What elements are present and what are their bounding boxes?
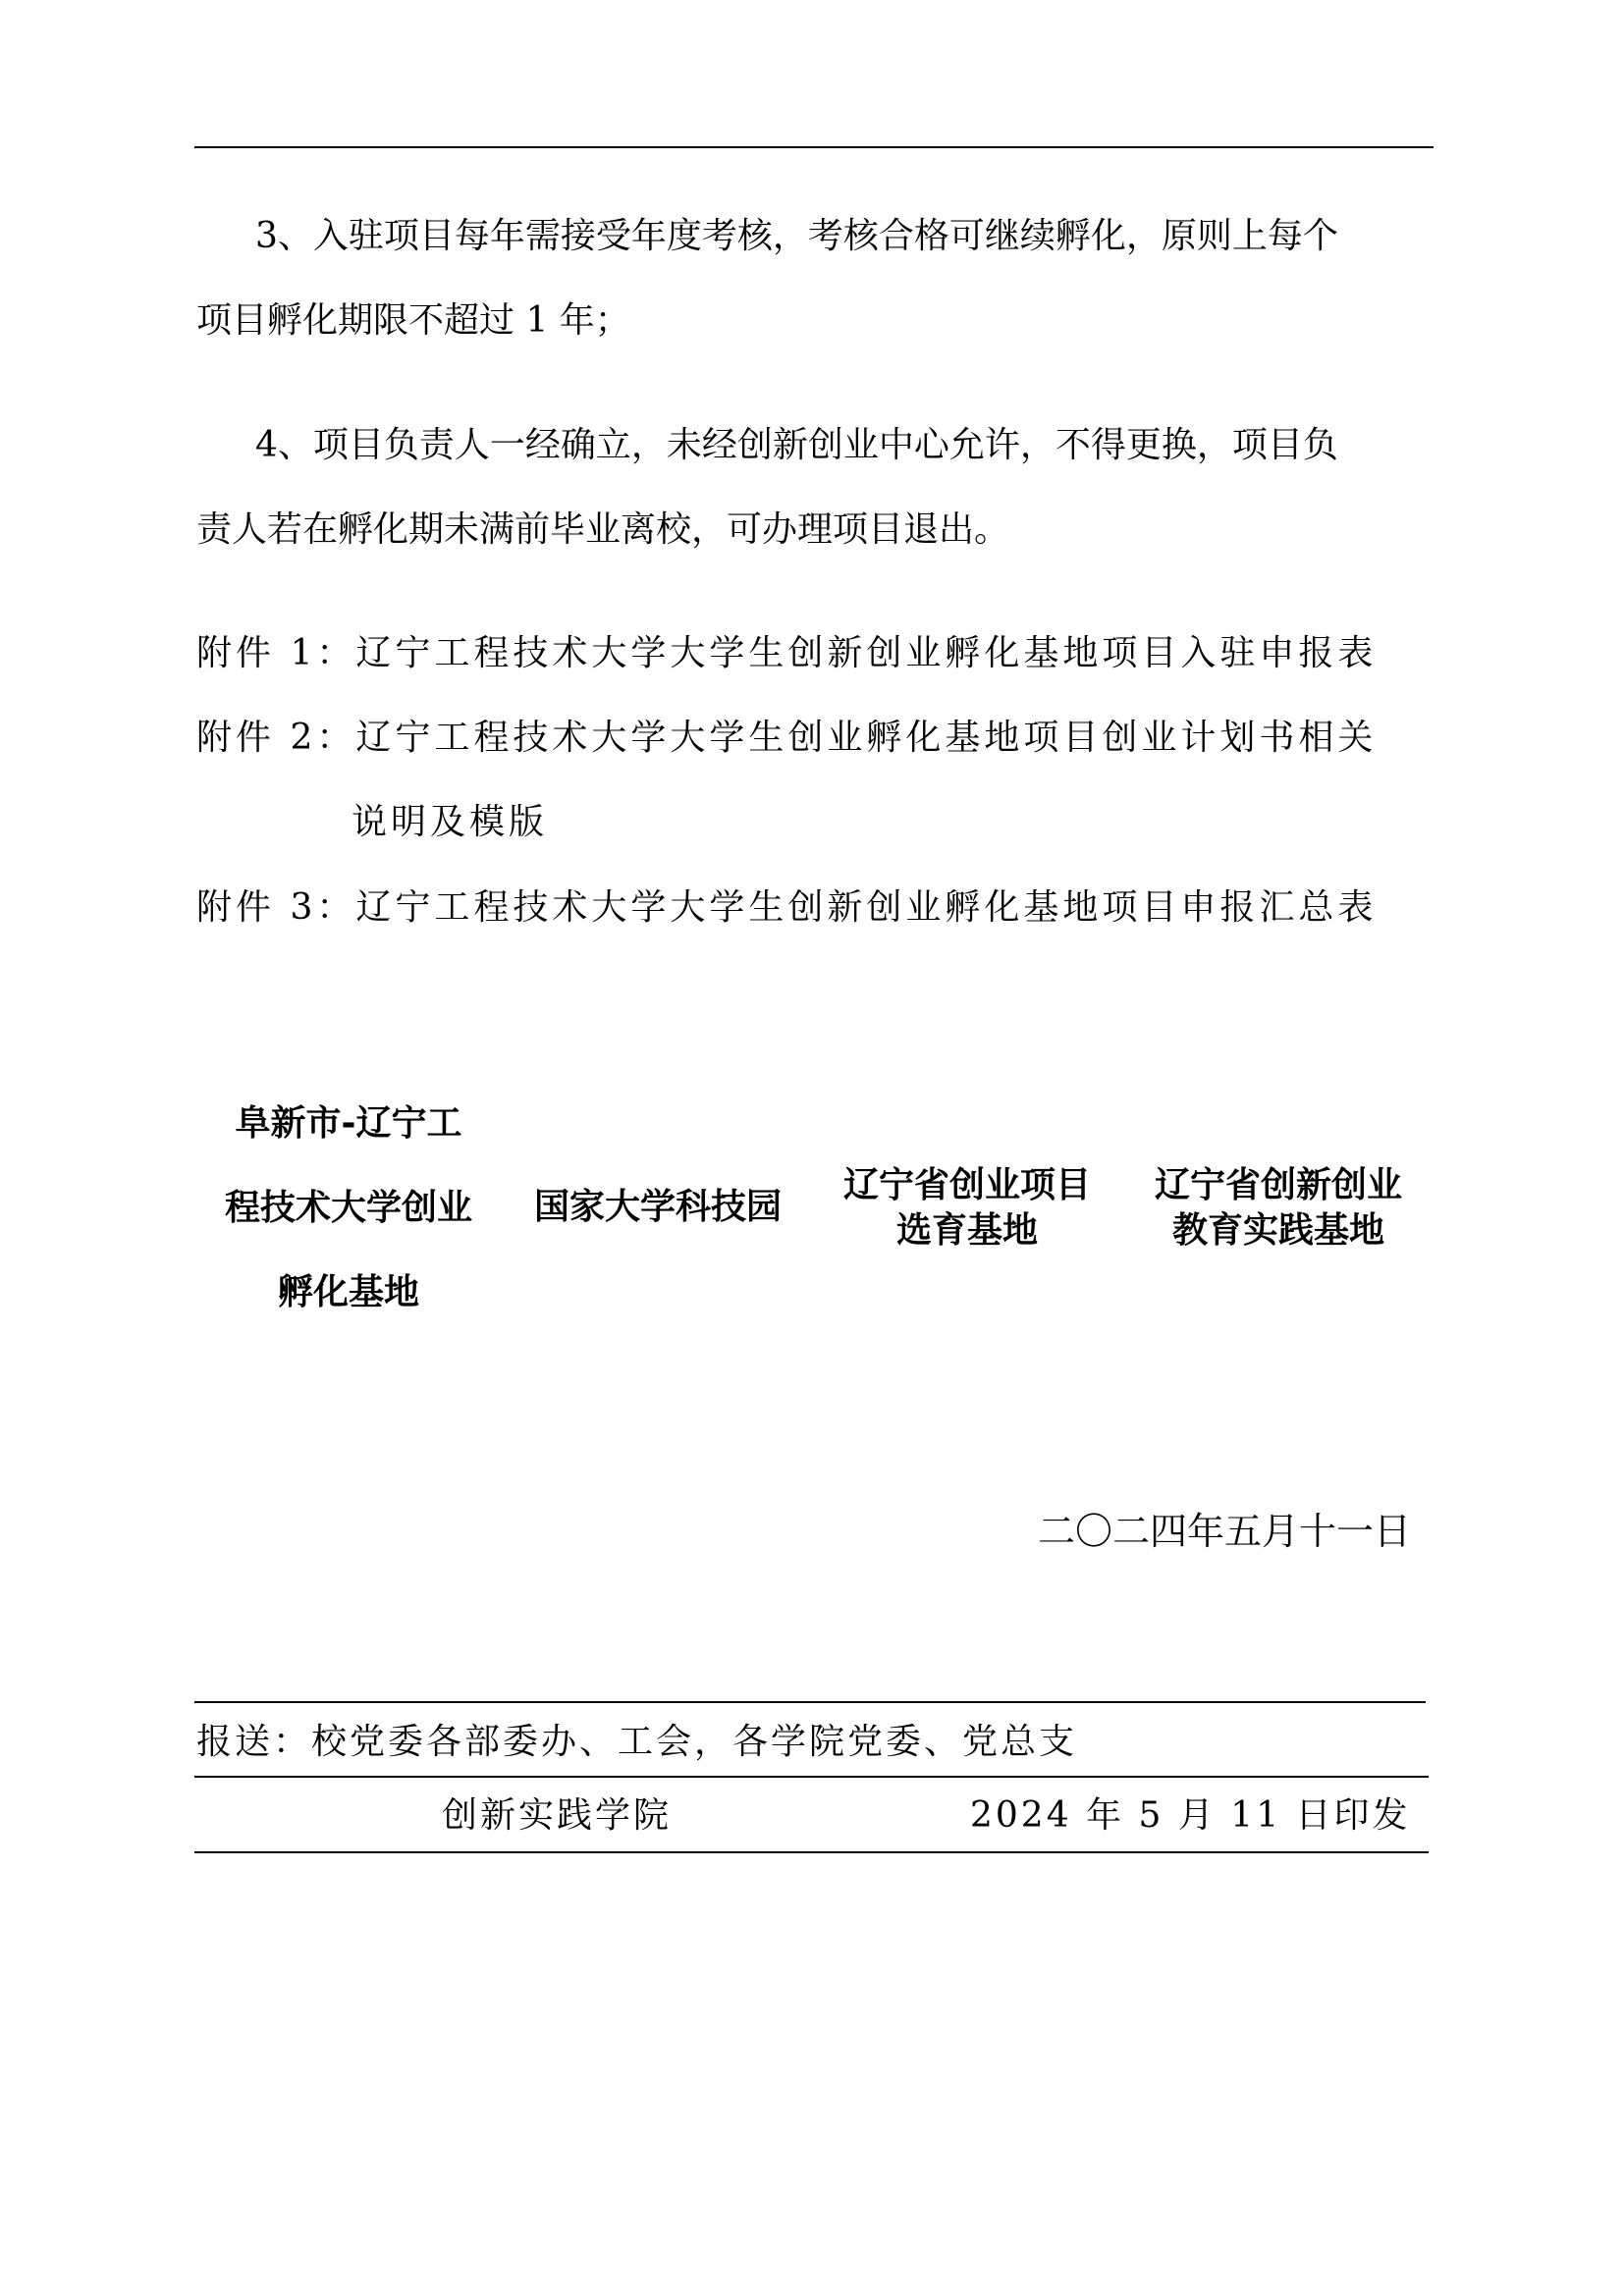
attachment-3 bbox=[196, 866, 1434, 950]
org-fuxin-line2: 程技术大学创业 bbox=[224, 1188, 472, 1228]
paragraph-3-line2: 项目孵化期限不超过 1 年； bbox=[196, 300, 630, 341]
attachment-1-text: 附件 1：辽宁工程技术大学大学生创新创业孵化基地项目入驻申报表 bbox=[196, 633, 1378, 673]
org-fuxin-line1: 阜新市-辽宁工 bbox=[235, 1103, 462, 1144]
paragraph-4-line2: 责人若在孵化期未满前毕业离校，可办理项目退出。 bbox=[196, 509, 1010, 550]
issuing-office: 创新实践学院 bbox=[442, 1795, 673, 1836]
footer-rule-bottom bbox=[194, 1851, 1429, 1853]
attachment-1 bbox=[196, 612, 1434, 696]
org-science-park bbox=[511, 1183, 805, 1232]
footer-rule-top bbox=[194, 1701, 1426, 1703]
org-fuxin-incubator bbox=[201, 1082, 496, 1335]
cc-recipients: 报送：校党委各部委办、工会，各学院党委、党总支 bbox=[196, 1722, 1078, 1762]
org-science-park-line1: 国家大学科技园 bbox=[533, 1187, 782, 1227]
header-rule bbox=[194, 146, 1434, 148]
paragraph-3 bbox=[196, 194, 1424, 363]
footer-rule-middle bbox=[194, 1776, 1429, 1778]
org-provincial-startup-base bbox=[820, 1163, 1114, 1254]
attachment-3-text: 附件 3：辽宁工程技术大学大学生创新创业孵化基地项目申报汇总表 bbox=[196, 887, 1378, 928]
document-date: 二〇二四年五月十一日 bbox=[1037, 1510, 1411, 1553]
attachment-2-text-cont: 说明及模版 bbox=[352, 802, 549, 842]
org-provincial-practice-line1: 辽宁省创新创业 bbox=[1154, 1165, 1402, 1205]
org-provincial-startup-line1: 辽宁省创业项目 bbox=[842, 1165, 1091, 1205]
paragraph-3-line1: 3、入驻项目每年需接受年度考核，考核合格可继续孵化，原则上每个 bbox=[255, 216, 1338, 256]
attachment-2 bbox=[196, 696, 1434, 865]
issue-date: 2024 年 5 月 11 日印发 bbox=[970, 1795, 1411, 1836]
attachment-2-text: 附件 2：辽宁工程技术大学大学生创业孵化基地项目创业计划书相关 bbox=[196, 718, 1378, 758]
paragraph-4-line1: 4、项目负责人一经确立，未经创新创业中心允许，不得更换，项目负 bbox=[255, 425, 1338, 465]
org-provincial-startup-line2: 选育基地 bbox=[895, 1210, 1038, 1251]
org-provincial-practice-base bbox=[1131, 1163, 1426, 1254]
org-fuxin-line3: 孵化基地 bbox=[277, 1272, 419, 1312]
paragraph-4 bbox=[196, 403, 1424, 572]
org-provincial-practice-line2: 教育实践基地 bbox=[1171, 1210, 1384, 1251]
